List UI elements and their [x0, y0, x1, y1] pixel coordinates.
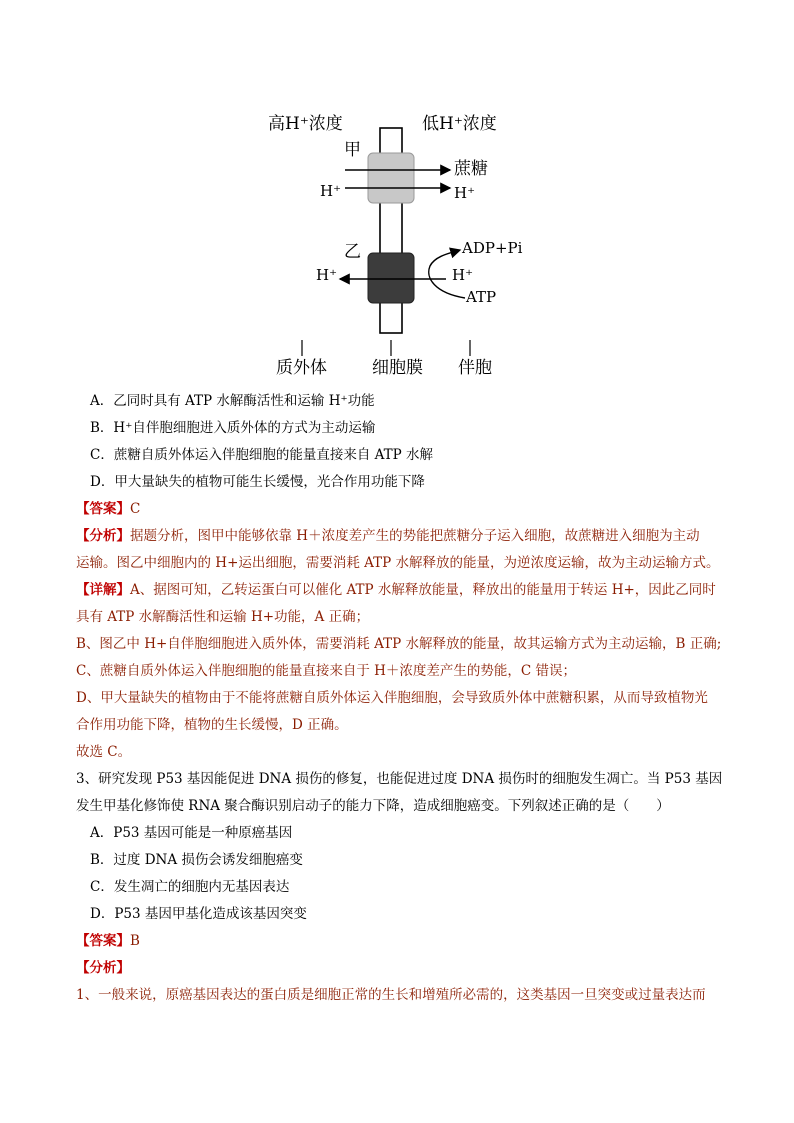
- q3-option-d: D．P53 基因甲基化造成该基因突变: [90, 906, 307, 922]
- detail-text: A、据图可知，乙转运蛋白可以催化 ATP 水解释放能量，释放出的能量用于转运 H+，因此乙同时: [130, 582, 716, 598]
- q2-conclusion: 故选 C。: [76, 744, 132, 760]
- q2-option-b: B．H⁺自伴胞细胞进入质外体的方式为主动运输: [90, 420, 376, 436]
- label-high-h: 高H⁺浓度: [268, 114, 343, 134]
- label-adp: ADP+Pi: [462, 239, 523, 257]
- q2-option-a: A．乙同时具有 ATP 水解酶活性和运输 H⁺功能: [90, 393, 375, 409]
- q2-answer: [76, 499, 140, 519]
- analysis-tag: 【分析】: [76, 960, 130, 976]
- q2-detail-line-5: D、甲大量缺失的植物由于不能将蔗糖自质外体运入伴胞细胞，会导致质外体中蔗糖积累，从而导致植物光: [76, 690, 708, 706]
- label-jia: 甲: [344, 140, 361, 160]
- answer-value: B: [130, 933, 140, 949]
- q2-detail-line-3: B、图乙中 H+自伴胞细胞进入质外体，需要消耗 ATP 水解释放的能量，故其运输方式为主动运输，B 正确;: [76, 636, 722, 652]
- q3-option-a: A．P53 基因可能是一种原癌基因: [90, 825, 293, 841]
- q2-detail-line-2: 具有 ATP 水解酶活性和运输 H+功能，A 正确；: [76, 609, 370, 625]
- q2-analysis-line-2: 运输。图乙中细胞内的 H+运出细胞，需要消耗 ATP 水解释放的能量，为逆浓度运输，故为主动运输方式。: [76, 555, 720, 571]
- q2-option-c: C．蔗糖自质外体运入伴胞细胞的能量直接来自 ATP 水解: [90, 447, 434, 463]
- q2-detail-line-6: 合作用功能下降，植物的生长缓慢，D 正确。: [76, 717, 348, 733]
- analysis-tag: 【分析】: [76, 528, 130, 544]
- label-sucrose: 蔗糖: [454, 159, 488, 179]
- label-yi: 乙: [344, 242, 361, 262]
- label-low-h: 低H⁺浓度: [422, 114, 497, 134]
- q2-option-d: D．甲大量缺失的植物可能生长缓慢，光合作用功能下降: [90, 474, 425, 490]
- protein-jia: [368, 153, 414, 203]
- q2-detail-line-1: [76, 580, 716, 600]
- label-h-right-bottom: H⁺: [452, 266, 473, 284]
- protein-yi: [368, 253, 414, 303]
- label-membrane: 细胞膜: [372, 358, 423, 378]
- q3-answer: [76, 931, 140, 951]
- q3-analysis-line-1: 1、一般来说，原癌基因表达的蛋白质是细胞正常的生长和增殖所必需的，这类基因一旦突变或过量表达而: [76, 987, 706, 1003]
- q3-analysis-heading: [76, 958, 130, 978]
- label-atp: ATP: [466, 288, 497, 306]
- q2-detail-line-4: C、蔗糖自质外体运入伴胞细胞的能量直接来自于 H＋浓度差产生的势能，C 错误；: [76, 663, 577, 679]
- membrane-transport-diagram: [260, 108, 560, 383]
- answer-value: C: [130, 501, 141, 517]
- detail-tag: 【详解】: [76, 582, 130, 598]
- label-apoplast: 质外体: [276, 358, 327, 378]
- q3-option-c: C．发生凋亡的细胞内无基因表达: [90, 879, 290, 895]
- label-h-left-bottom: H⁺: [316, 266, 337, 284]
- q3-option-b: B．过度 DNA 损伤会诱发细胞癌变: [90, 852, 303, 868]
- answer-tag: 【答案】: [76, 933, 130, 949]
- q3-stem-line-1: 3、研究发现 P53 基因能促进 DNA 损伤的修复，也能促进过度 DNA 损伤时的细胞发生凋亡。当 P53 基因: [76, 771, 723, 787]
- label-h-left-top: H⁺: [320, 182, 341, 200]
- analysis-text: 据题分析，图甲中能够依靠 H＋浓度差产生的势能把蔗糖分子运入细胞，故蔗糖进入细胞为主动: [130, 528, 700, 544]
- q3-stem-line-2: 发生甲基化修饰使 RNA 聚合酶识别启动子的能力下降，造成细胞癌变。下列叙述正确的是（ ）: [76, 798, 670, 814]
- answer-tag: 【答案】: [76, 501, 130, 517]
- q2-analysis-line-1: [76, 526, 700, 546]
- label-companion-cell: 伴胞: [458, 358, 492, 378]
- label-h-right-top: H⁺: [454, 184, 475, 202]
